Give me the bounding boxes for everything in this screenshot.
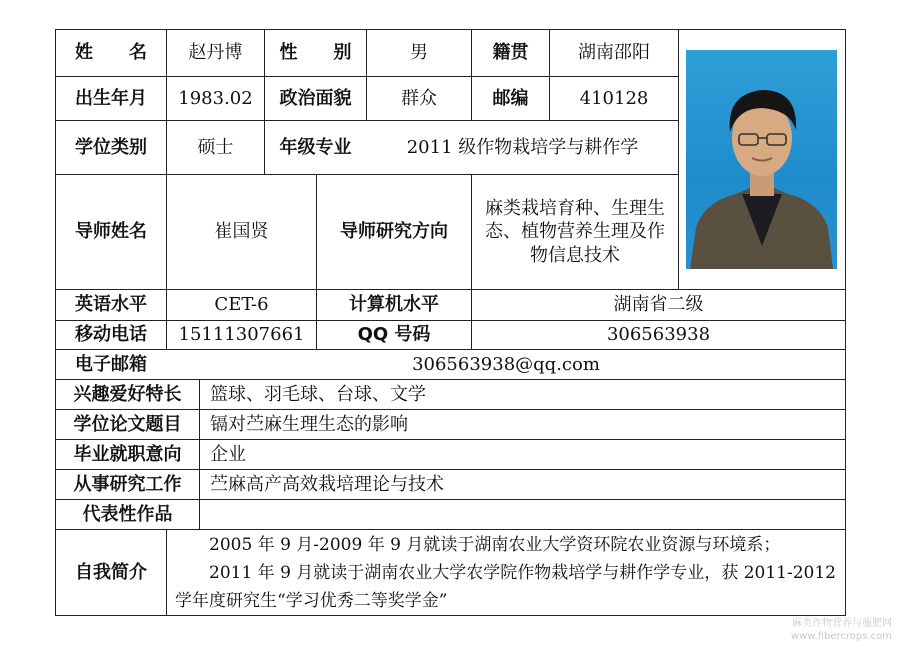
gender-label: 性 别	[279, 42, 352, 64]
advisor-direction-value: 麻类栽培育种、生理生态、植物营养生理及作物信息技术	[485, 197, 665, 266]
qq-value: 306563938	[606, 324, 711, 346]
works-value	[200, 500, 845, 529]
degree-value: 硕士	[197, 136, 234, 158]
birth-value: 1983.02	[178, 87, 253, 109]
political-value: 群众	[401, 87, 437, 109]
career-value: 企业	[210, 443, 246, 465]
watermark-line-1: 麻类作物营养与施肥网	[792, 618, 892, 629]
intro-paragraph-2: 2011 年 9 月就读于湖南农业大学农学院作物栽培学与耕作学专业，获 2011-2012 学年度研究生“学习优秀二等奖学金”	[175, 563, 836, 611]
native-value: 湖南邵阳	[578, 42, 650, 64]
career-label: 毕业就职意向	[73, 443, 182, 465]
postcode-label: 邮编	[492, 87, 529, 109]
thesis-value: 镉对苎麻生理生态的影响	[210, 413, 408, 435]
native-label: 籍贯	[492, 42, 529, 64]
intro-text	[167, 529, 844, 615]
postcode-value: 410128	[579, 87, 649, 109]
computer-label: 计算机水平	[349, 294, 439, 316]
works-label: 代表性作品	[82, 503, 173, 525]
birth-label: 出生年月	[75, 87, 147, 109]
watermark-line-2: www.fibercrops.com	[790, 631, 892, 642]
research-value: 苎麻高产高效栽培理论与技术	[210, 473, 444, 495]
intro-paragraph-1: 2005 年 9 月-2009 年 9 月就读于湖南农业大学资环院农业资源与环境系；	[209, 535, 781, 555]
person-silhouette-icon	[686, 50, 837, 269]
email-value: 306563938@qq.com	[412, 353, 600, 375]
advisor-label: 导师姓名	[75, 221, 147, 243]
degree-label: 学位类别	[75, 136, 147, 158]
name-value: 赵丹博	[188, 42, 243, 64]
major-value: 2011 级作物栽培学与耕作学	[406, 136, 639, 158]
gender-value: 男	[410, 42, 428, 64]
computer-value: 湖南省二级	[613, 294, 704, 316]
watermark	[791, 617, 892, 643]
english-label: 英语水平	[75, 294, 147, 316]
intro-label: 自我简介	[75, 561, 147, 583]
hobby-value: 篮球、羽毛球、台球、文学	[210, 383, 426, 405]
phone-label: 移动电话	[75, 324, 147, 346]
qq-label: QQ 号码	[357, 324, 431, 346]
research-label: 从事研究工作	[73, 473, 182, 495]
hobby-label: 兴趣爱好特长	[73, 383, 182, 405]
english-value: CET-6	[214, 294, 269, 316]
thesis-label: 学位论文题目	[73, 413, 182, 435]
name-label: 姓 名	[75, 42, 147, 64]
advisor-value: 崔国贤	[214, 221, 269, 243]
email-label: 电子邮箱	[75, 353, 147, 375]
portrait-photo	[686, 50, 837, 269]
advisor-direction-label: 导师研究方向	[340, 221, 448, 243]
political-label: 政治面貌	[279, 87, 352, 109]
phone-value: 15111307661	[178, 324, 305, 346]
major-label: 年级专业	[279, 136, 352, 158]
